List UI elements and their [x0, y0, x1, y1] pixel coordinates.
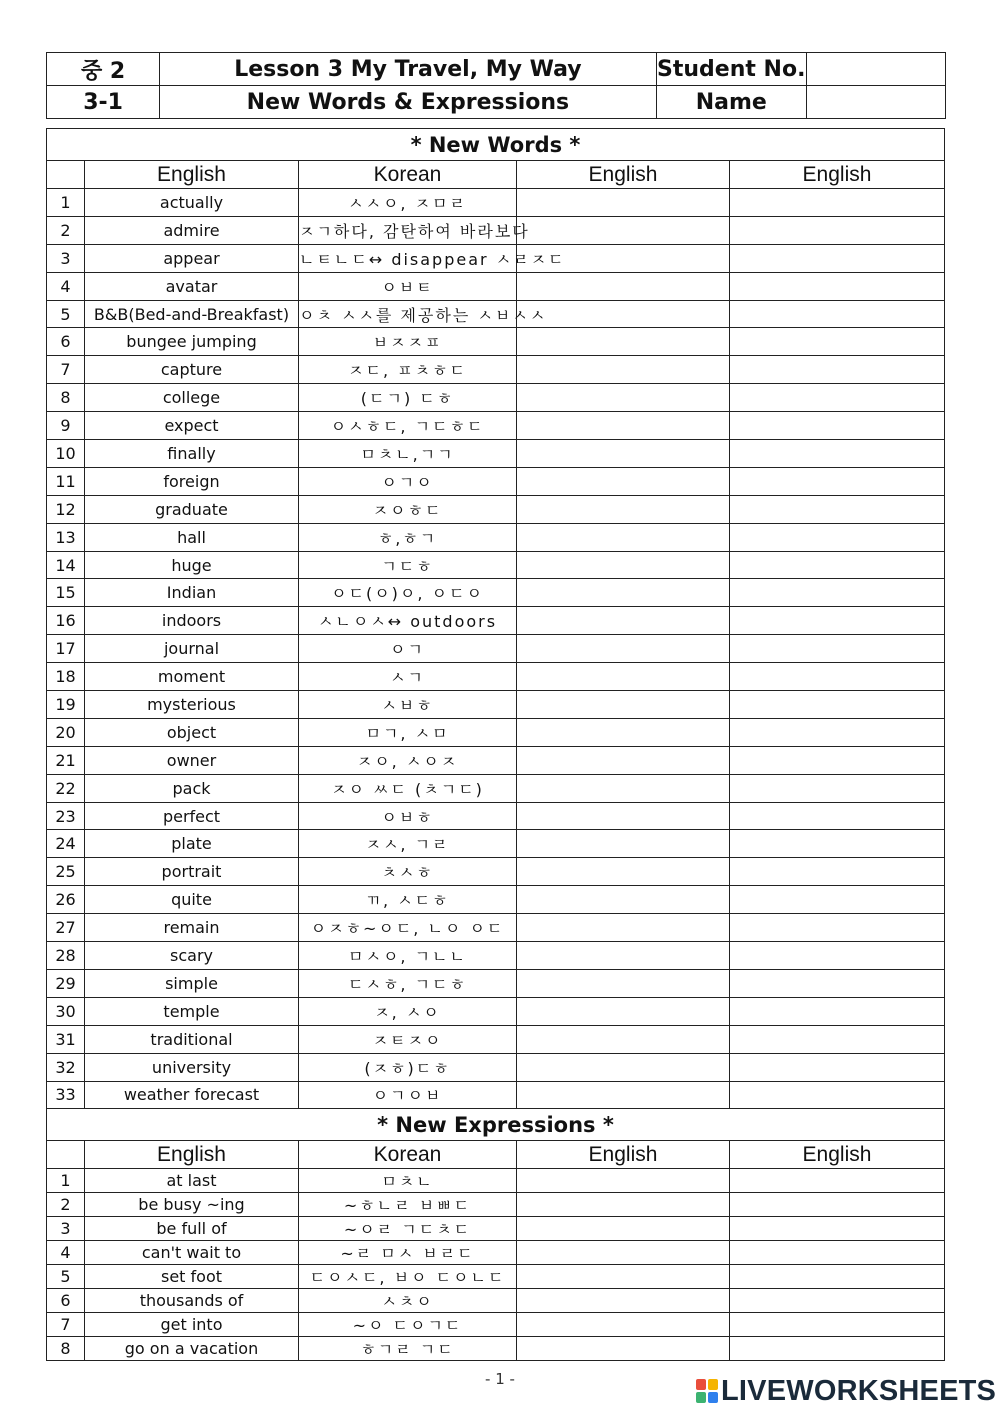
answer-field-2[interactable] — [730, 495, 945, 523]
row-number: 1 — [47, 189, 85, 217]
logo-square — [708, 1392, 718, 1403]
english-word: journal — [85, 635, 299, 663]
english-word: simple — [85, 969, 299, 997]
row-number: 8 — [47, 1337, 85, 1361]
row-number: 22 — [47, 774, 85, 802]
english-word: capture — [85, 356, 299, 384]
words-column-header — [47, 161, 945, 189]
answer-field-1[interactable] — [517, 1241, 730, 1265]
answer-field-1[interactable] — [517, 969, 730, 997]
answer-field-2[interactable] — [730, 1025, 945, 1053]
answer-field-1[interactable] — [517, 1217, 730, 1241]
answer-field-1[interactable] — [517, 384, 730, 412]
english-word: expect — [85, 412, 299, 440]
english-word: object — [85, 718, 299, 746]
word-row — [47, 467, 945, 495]
answer-field-1[interactable] — [517, 718, 730, 746]
subtitle: New Words & Expressions — [160, 86, 657, 119]
korean-hint: ㄴㅌㄴㄷ↔ disappear ㅅㄹㅈㄷ — [299, 244, 517, 272]
answer-field-1[interactable] — [517, 272, 730, 300]
word-row — [47, 942, 945, 970]
expression-row — [47, 1169, 945, 1193]
korean-hint: ㅇㅊ ㅅㅅ를 제공하는 ㅅㅂㅅㅅ — [299, 300, 517, 328]
answer-field-1[interactable] — [517, 607, 730, 635]
row-number: 26 — [47, 886, 85, 914]
expression-row — [47, 1289, 945, 1313]
col-korean-header: Korean — [299, 161, 517, 189]
korean-hint: ㅊㅅㅎ — [299, 858, 517, 886]
answer-field-2[interactable] — [730, 774, 945, 802]
row-number: 3 — [47, 244, 85, 272]
word-row — [47, 1081, 945, 1109]
answer-field-2[interactable] — [730, 969, 945, 997]
row-number: 1 — [47, 1169, 85, 1193]
korean-hint: ㅁㅅㅇ, ㄱㄴㄴ — [299, 942, 517, 970]
logo-square — [708, 1379, 718, 1390]
korean-hint: ㅈㄷ, ㅍㅊㅎㄷ — [299, 356, 517, 384]
answer-field-1[interactable] — [517, 886, 730, 914]
word-row — [47, 495, 945, 523]
answer-field-1[interactable] — [517, 1265, 730, 1289]
english-word: bungee jumping — [85, 328, 299, 356]
row-number: 2 — [47, 216, 85, 244]
col-english-answer-header: English — [730, 1141, 945, 1169]
student-no-label: Student No. — [656, 53, 806, 86]
english-word: thousands of — [85, 1289, 299, 1313]
word-row — [47, 1025, 945, 1053]
word-row — [47, 607, 945, 635]
words-section — [47, 129, 945, 1109]
english-word: weather forecast — [85, 1081, 299, 1109]
english-word: traditional — [85, 1025, 299, 1053]
english-word: scary — [85, 942, 299, 970]
answer-field-2[interactable] — [730, 691, 945, 719]
english-word: mysterious — [85, 691, 299, 719]
row-number: 11 — [47, 467, 85, 495]
korean-hint: ~ㅇ ㄷㅇㄱㄷ — [299, 1313, 517, 1337]
english-word: go on a vacation — [85, 1337, 299, 1361]
korean-hint: ㅇㄱㅇㅂ — [299, 1081, 517, 1109]
answer-field-2[interactable] — [730, 1313, 945, 1337]
korean-hint: ㅈㅇ ㅆㄷ (ㅊㄱㄷ) — [299, 774, 517, 802]
answer-field-2[interactable] — [730, 1337, 945, 1361]
answer-field-2[interactable] — [730, 858, 945, 886]
korean-hint: ㅁㅊㄴ — [299, 1169, 517, 1193]
answer-field-1[interactable] — [517, 942, 730, 970]
english-word: finally — [85, 440, 299, 468]
answer-field-1[interactable] — [517, 328, 730, 356]
row-number: 12 — [47, 495, 85, 523]
row-number: 3 — [47, 1217, 85, 1241]
answer-field-1[interactable] — [517, 412, 730, 440]
korean-hint: ㅂㅈㅈㅍ — [299, 328, 517, 356]
word-row — [47, 635, 945, 663]
word-row — [47, 663, 945, 691]
row-number: 9 — [47, 412, 85, 440]
korean-hint: ㅇㄷ(ㅇ)ㅇ, ㅇㄷㅇ — [299, 579, 517, 607]
korean-hint: ~ㅇㄹ ㄱㄷㅊㄷ — [299, 1217, 517, 1241]
answer-field-2[interactable] — [730, 1081, 945, 1109]
expressions-section — [47, 1109, 945, 1361]
answer-field-2[interactable] — [730, 1169, 945, 1193]
korean-hint: ㅈㅅ, ㄱㄹ — [299, 830, 517, 858]
english-word: can't wait to — [85, 1241, 299, 1265]
word-row — [47, 551, 945, 579]
english-word: temple — [85, 997, 299, 1025]
word-row — [47, 440, 945, 468]
english-word: moment — [85, 663, 299, 691]
word-row — [47, 1053, 945, 1081]
english-word: owner — [85, 746, 299, 774]
answer-field-2[interactable] — [730, 802, 945, 830]
answer-field-1[interactable] — [517, 551, 730, 579]
answer-field-1[interactable] — [517, 216, 730, 244]
answer-field-1[interactable] — [517, 300, 730, 328]
korean-hint: ㅅㄴㅇㅅ↔ outdoors — [299, 607, 517, 635]
korean-hint: ㅇㅂㅌ — [299, 272, 517, 300]
student-no-field[interactable] — [806, 53, 945, 86]
row-number: 18 — [47, 663, 85, 691]
word-row — [47, 746, 945, 774]
korean-hint: ㄲ, ㅅㄷㅎ — [299, 886, 517, 914]
col-english-answer-header: English — [517, 161, 730, 189]
expression-row — [47, 1313, 945, 1337]
expression-row — [47, 1193, 945, 1217]
english-word: avatar — [85, 272, 299, 300]
answer-field-1[interactable] — [517, 997, 730, 1025]
answer-field-2[interactable] — [730, 914, 945, 942]
word-row — [47, 691, 945, 719]
logo-square — [696, 1392, 706, 1403]
vocabulary-table — [46, 128, 945, 1361]
english-word: B&B(Bed-and-Breakfast) — [85, 300, 299, 328]
row-number: 28 — [47, 942, 85, 970]
row-number: 31 — [47, 1025, 85, 1053]
answer-field-1[interactable] — [517, 635, 730, 663]
answer-field-1[interactable] — [517, 802, 730, 830]
answer-field-2[interactable] — [730, 216, 945, 244]
expressions-section-title: * New Expressions * — [47, 1109, 945, 1141]
answer-field-1[interactable] — [517, 746, 730, 774]
english-word: huge — [85, 551, 299, 579]
row-number: 17 — [47, 635, 85, 663]
answer-field-2[interactable] — [730, 300, 945, 328]
korean-hint: ㅎ,ㅎㄱ — [299, 523, 517, 551]
english-word: admire — [85, 216, 299, 244]
answer-field-2[interactable] — [730, 412, 945, 440]
answer-field-2[interactable] — [730, 467, 945, 495]
row-number: 23 — [47, 802, 85, 830]
row-number: 15 — [47, 579, 85, 607]
answer-field-2[interactable] — [730, 1217, 945, 1241]
answer-field-1[interactable] — [517, 1025, 730, 1053]
korean-hint: ㅇㄱ — [299, 635, 517, 663]
word-row — [47, 300, 945, 328]
words-section-title: * New Words * — [47, 129, 945, 161]
answer-field-1[interactable] — [517, 691, 730, 719]
answer-field-1[interactable] — [517, 914, 730, 942]
row-number: 21 — [47, 746, 85, 774]
col-number-header — [47, 161, 85, 189]
answer-field-2[interactable] — [730, 663, 945, 691]
row-number: 27 — [47, 914, 85, 942]
answer-field-2[interactable] — [730, 440, 945, 468]
word-row — [47, 412, 945, 440]
korean-hint: (ㄷㄱ) ㄷㅎ — [299, 384, 517, 412]
row-number: 7 — [47, 356, 85, 384]
unit-cell: 3-1 — [47, 86, 160, 119]
name-label: Name — [656, 86, 806, 119]
korean-hint: ㅈㅌㅈㅇ — [299, 1025, 517, 1053]
answer-field-2[interactable] — [730, 607, 945, 635]
expressions-column-header — [47, 1141, 945, 1169]
word-row — [47, 997, 945, 1025]
english-word: college — [85, 384, 299, 412]
answer-field-1[interactable] — [517, 189, 730, 217]
english-word: be busy ~ing — [85, 1193, 299, 1217]
row-number: 6 — [47, 1289, 85, 1313]
row-number: 4 — [47, 1241, 85, 1265]
word-row — [47, 216, 945, 244]
col-english-header: English — [85, 1141, 299, 1169]
col-number-header — [47, 1141, 85, 1169]
row-number: 13 — [47, 523, 85, 551]
word-row — [47, 830, 945, 858]
header-table — [46, 52, 946, 119]
row-number: 19 — [47, 691, 85, 719]
answer-field-1[interactable] — [517, 1169, 730, 1193]
row-number: 8 — [47, 384, 85, 412]
row-number: 29 — [47, 969, 85, 997]
answer-field-1[interactable] — [517, 1337, 730, 1361]
answer-field-2[interactable] — [730, 189, 945, 217]
word-row — [47, 858, 945, 886]
english-word: be full of — [85, 1217, 299, 1241]
row-number: 10 — [47, 440, 85, 468]
expression-row — [47, 1217, 945, 1241]
english-word: graduate — [85, 495, 299, 523]
row-number: 4 — [47, 272, 85, 300]
korean-hint: ~ㄹ ㅁㅅ ㅂㄹㄷ — [299, 1241, 517, 1265]
korean-hint: ㅅㅊㅇ — [299, 1289, 517, 1313]
answer-field-2[interactable] — [730, 579, 945, 607]
answer-field-1[interactable] — [517, 1289, 730, 1313]
answer-field-2[interactable] — [730, 830, 945, 858]
korean-hint: ㅈㄱ하다, 감탄하여 바라보다 — [299, 216, 517, 244]
answer-field-1[interactable] — [517, 1313, 730, 1337]
korean-hint: ㅁㅊㄴ,ㄱㄱ — [299, 440, 517, 468]
word-row — [47, 523, 945, 551]
english-word: plate — [85, 830, 299, 858]
col-english-header: English — [85, 161, 299, 189]
logo-text: LIVEWORKSHEETS — [721, 1374, 997, 1407]
english-word: get into — [85, 1313, 299, 1337]
answer-field-2[interactable] — [730, 551, 945, 579]
english-word: portrait — [85, 858, 299, 886]
row-number: 7 — [47, 1313, 85, 1337]
english-word: university — [85, 1053, 299, 1081]
row-number: 30 — [47, 997, 85, 1025]
answer-field-1[interactable] — [517, 467, 730, 495]
answer-field-1[interactable] — [517, 830, 730, 858]
row-number: 14 — [47, 551, 85, 579]
answer-field-2[interactable] — [730, 635, 945, 663]
english-word: hall — [85, 523, 299, 551]
english-word: indoors — [85, 607, 299, 635]
word-row — [47, 718, 945, 746]
name-field[interactable] — [806, 86, 945, 119]
english-word: set foot — [85, 1265, 299, 1289]
word-row — [47, 384, 945, 412]
korean-hint: ㄱㄷㅎ — [299, 551, 517, 579]
expression-row — [47, 1241, 945, 1265]
page-number: - 1 - — [485, 1370, 515, 1388]
answer-field-2[interactable] — [730, 356, 945, 384]
korean-hint: ㅇㅂㅎ — [299, 802, 517, 830]
word-row — [47, 189, 945, 217]
korean-hint: ㅇㅈㅎ~ㅇㄷ, ㄴㅇ ㅇㄷ — [299, 914, 517, 942]
korean-hint: ㅅㄱ — [299, 663, 517, 691]
english-word: quite — [85, 886, 299, 914]
english-word: Indian — [85, 579, 299, 607]
english-word: pack — [85, 774, 299, 802]
answer-field-2[interactable] — [730, 886, 945, 914]
word-row — [47, 244, 945, 272]
answer-field-2[interactable] — [730, 997, 945, 1025]
answer-field-2[interactable] — [730, 272, 945, 300]
korean-hint: ㅈㅇ, ㅅㅇㅈ — [299, 746, 517, 774]
answer-field-2[interactable] — [730, 328, 945, 356]
answer-field-1[interactable] — [517, 523, 730, 551]
korean-hint: ㅅㅅㅇ, ㅈㅁㄹ — [299, 189, 517, 217]
row-number: 5 — [47, 300, 85, 328]
col-english-answer-header: English — [517, 1141, 730, 1169]
answer-field-1[interactable] — [517, 858, 730, 886]
grade-cell: 중 2 — [47, 53, 160, 86]
answer-field-2[interactable] — [730, 1193, 945, 1217]
row-number: 2 — [47, 1193, 85, 1217]
word-row — [47, 356, 945, 384]
korean-hint: ㅇㄱㅇ — [299, 467, 517, 495]
korean-hint: ㅎㄱㄹ ㄱㄷ — [299, 1337, 517, 1361]
word-row — [47, 774, 945, 802]
answer-field-2[interactable] — [730, 1053, 945, 1081]
word-row — [47, 272, 945, 300]
expression-row — [47, 1265, 945, 1289]
english-word: at last — [85, 1169, 299, 1193]
row-number: 32 — [47, 1053, 85, 1081]
answer-field-2[interactable] — [730, 244, 945, 272]
answer-field-2[interactable] — [730, 942, 945, 970]
korean-hint: ㅁㄱ, ㅅㅁ — [299, 718, 517, 746]
english-word: foreign — [85, 467, 299, 495]
korean-hint: ㅈ, ㅅㅇ — [299, 997, 517, 1025]
word-row — [47, 969, 945, 997]
row-number: 20 — [47, 718, 85, 746]
row-number: 24 — [47, 830, 85, 858]
answer-field-2[interactable] — [730, 746, 945, 774]
korean-hint: ㅇㅅㅎㄷ, ㄱㄷㅎㄷ — [299, 412, 517, 440]
korean-hint: ㄷㅇㅅㄷ, ㅂㅇ ㄷㅇㄴㄷ — [299, 1265, 517, 1289]
row-number: 25 — [47, 858, 85, 886]
answer-field-1[interactable] — [517, 356, 730, 384]
answer-field-2[interactable] — [730, 523, 945, 551]
word-row — [47, 886, 945, 914]
english-word: perfect — [85, 802, 299, 830]
word-row — [47, 802, 945, 830]
liveworksheets-logo — [696, 1376, 996, 1406]
korean-hint: (ㅈㅎ)ㄷㅎ — [299, 1053, 517, 1081]
answer-field-1[interactable] — [517, 1053, 730, 1081]
answer-field-1[interactable] — [517, 495, 730, 523]
row-number: 33 — [47, 1081, 85, 1109]
korean-hint: ~ㅎㄴㄹ ㅂㅃㄷ — [299, 1193, 517, 1217]
korean-hint: ㅅㅂㅎ — [299, 691, 517, 719]
row-number: 5 — [47, 1265, 85, 1289]
english-word: actually — [85, 189, 299, 217]
lesson-title: Lesson 3 My Travel, My Way — [160, 53, 657, 86]
english-word: appear — [85, 244, 299, 272]
answer-field-2[interactable] — [730, 718, 945, 746]
answer-field-1[interactable] — [517, 1193, 730, 1217]
col-english-answer-header: English — [730, 161, 945, 189]
word-row — [47, 579, 945, 607]
row-number: 6 — [47, 328, 85, 356]
answer-field-2[interactable] — [730, 1265, 945, 1289]
word-row — [47, 914, 945, 942]
korean-hint: ㅈㅇㅎㄷ — [299, 495, 517, 523]
korean-hint: ㄷㅅㅎ, ㄱㄷㅎ — [299, 969, 517, 997]
answer-field-2[interactable] — [730, 1241, 945, 1265]
logo-square — [696, 1379, 706, 1390]
english-word: remain — [85, 914, 299, 942]
col-korean-header: Korean — [299, 1141, 517, 1169]
answer-field-2[interactable] — [730, 384, 945, 412]
answer-field-1[interactable] — [517, 1081, 730, 1109]
answer-field-1[interactable] — [517, 579, 730, 607]
answer-field-1[interactable] — [517, 774, 730, 802]
answer-field-1[interactable] — [517, 663, 730, 691]
answer-field-1[interactable] — [517, 440, 730, 468]
logo-mark-icon — [696, 1379, 718, 1403]
answer-field-2[interactable] — [730, 1289, 945, 1313]
expression-row — [47, 1337, 945, 1361]
word-row — [47, 328, 945, 356]
row-number: 16 — [47, 607, 85, 635]
